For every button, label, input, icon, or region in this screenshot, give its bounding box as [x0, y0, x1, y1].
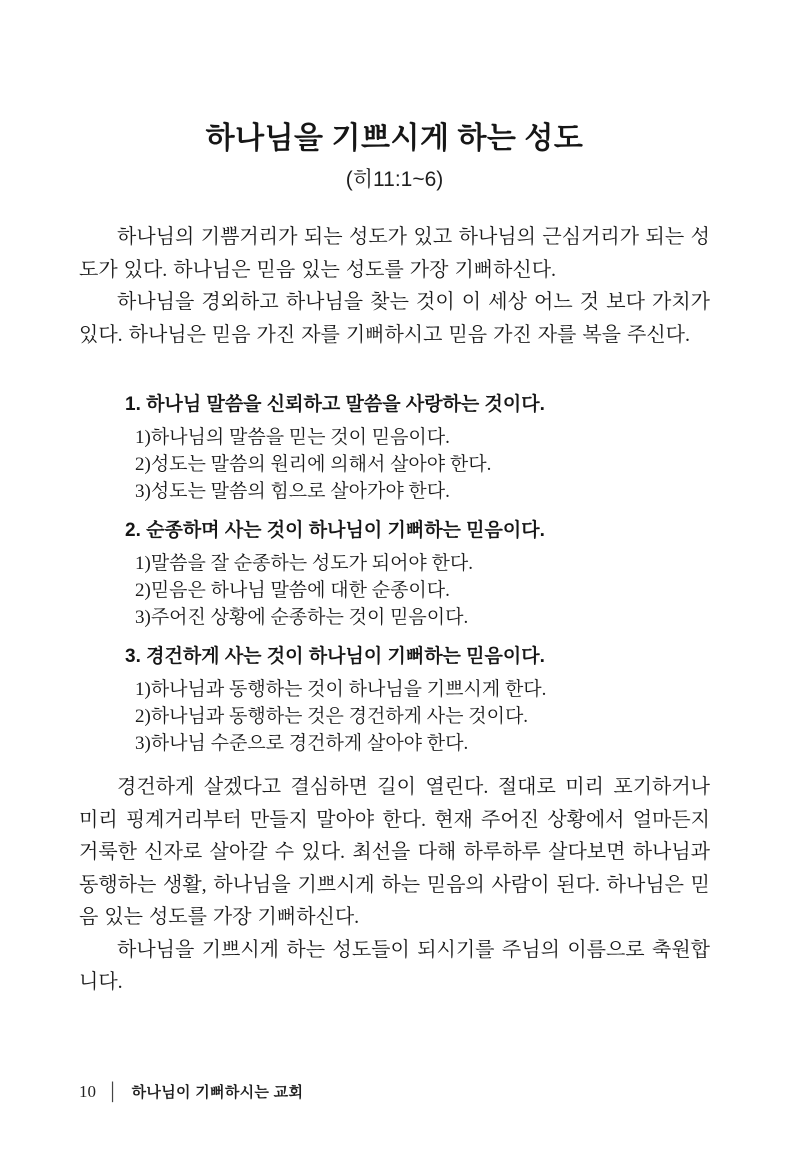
footer-separator: │ [108, 1081, 119, 1101]
scripture-reference: (히11:1~6) [345, 168, 444, 191]
page-number: 10 [79, 1081, 96, 1101]
section-item: 1)말씀을 잘 순종하는 성도가 되어야 한다. [135, 553, 473, 574]
section-heading: 3. 경건하게 사는 것이 하나님이 기뻐하는 믿음이다. [125, 646, 545, 667]
section-item: 1)하나님의 말씀을 믿는 것이 믿음이다. [135, 427, 450, 448]
section-item: 1)하나님과 동행하는 것이 하나님을 기쁘시게 한다. [135, 679, 547, 700]
section-heading: 1. 하나님 말씀을 신뢰하고 말씀을 사랑하는 것이다. [125, 394, 545, 415]
intro-paragraphs [79, 221, 710, 351]
section-heading: 2. 순종하며 사는 것이 하나님이 기뻐하는 믿음이다. [125, 520, 545, 541]
section-item: 3)성도는 말씀의 힘으로 살아가야 한다. [135, 481, 450, 502]
closing-paragraphs [79, 771, 710, 999]
closing-paragraph: 하나님을 기쁘시게 하는 성도들이 되시기를 주님의 이름으로 축원합니다. [79, 938, 710, 993]
section-item: 2)성도는 말씀의 원리에 의해서 살아야 한다. [135, 454, 492, 475]
intro-paragraph: 하나님의 기쁨거리가 되는 성도가 있고 하나님의 근심거리가 되는 성도가 있다. 하나님은 믿음 있는 성도를 가장 기뻐하신다. [79, 226, 710, 281]
section-items [79, 424, 710, 505]
page-content [79, 0, 710, 999]
section-items [79, 550, 710, 631]
outline-section-3 [79, 643, 710, 757]
outline-sections [79, 391, 710, 757]
outline-section-1 [79, 391, 710, 505]
section-item: 2)믿음은 하나님 말씀에 대한 순종이다. [135, 580, 450, 601]
page-title: 하나님을 기쁘시게 하는 성도 [205, 122, 584, 155]
section-items [79, 676, 710, 757]
closing-paragraph: 경건하게 살겠다고 결심하면 길이 열린다. 절대로 미리 포기하거나 미리 핑계거리부터 만들지 말아야 한다. 현재 주어진 상황에서 얼마든지 거룩한 신자로 살아갈 수 있다. 최선을 다해 하루하루 살다보면 하나님과 동행하는 생활, 하나님을 기쁘시게 하는 믿음의 사람이 된다. 하나님은 믿음 있는 성도를 가장 기뻐하신다. [79, 776, 710, 928]
intro-paragraph: 하나님을 경외하고 하나님을 찾는 것이 이 세상 어느 것 보다 가치가 있다. 하나님은 믿음 가진 자를 기뻐하시고 믿음 가진 자를 복을 주신다. [79, 291, 710, 346]
page-footer [79, 1081, 303, 1102]
book-title: 하나님이 기뻐하시는 교회 [131, 1084, 304, 1101]
outline-section-2 [79, 517, 710, 631]
section-item: 3)주어진 상황에 순종하는 것이 믿음이다. [135, 607, 469, 628]
section-item: 3)하나님 수준으로 경건하게 살아야 한다. [135, 733, 469, 754]
section-item: 2)하나님과 동행하는 것은 경건하게 사는 것이다. [135, 706, 529, 727]
